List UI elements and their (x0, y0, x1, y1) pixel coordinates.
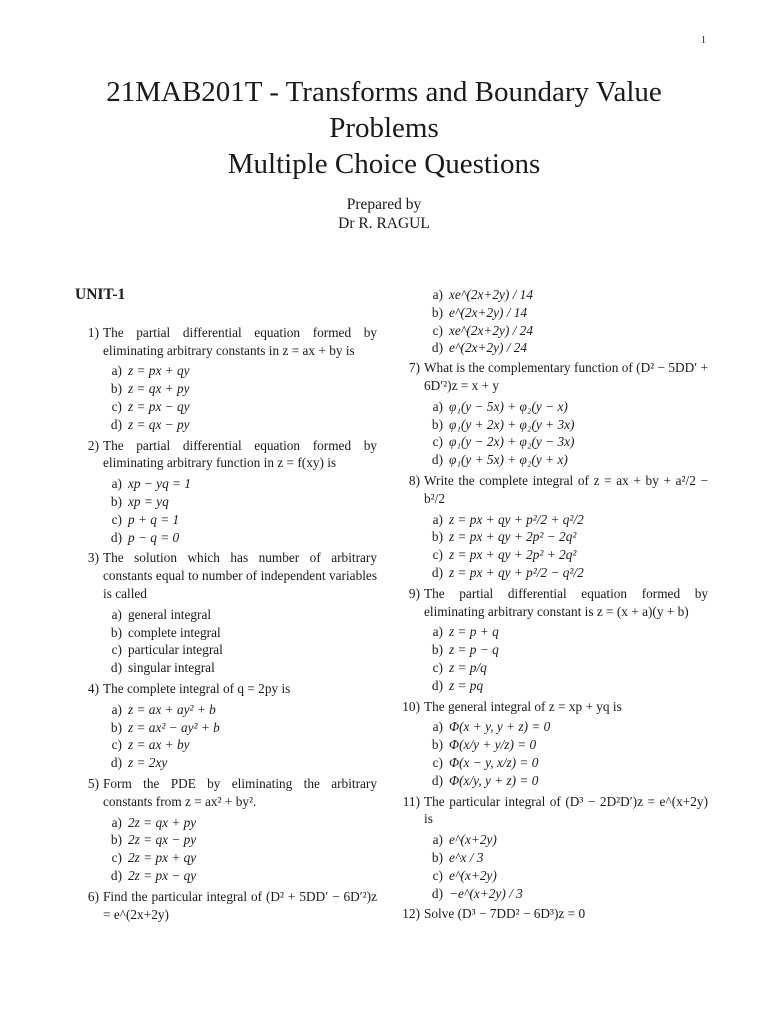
option-text: z = 2xy (128, 755, 168, 771)
answer-option (75, 701, 377, 719)
option-letter: b) (431, 737, 443, 753)
question-number: 10) (402, 698, 420, 714)
question-stem (396, 905, 708, 923)
answer-option (75, 416, 377, 434)
option-text: z = px + qy + p²/2 + q²/2 (449, 511, 584, 527)
answer-option (396, 736, 708, 754)
answer-option (75, 606, 377, 624)
answer-option (75, 849, 377, 867)
option-letter: a) (432, 511, 443, 527)
option-text: z = px + qy + 2p² − 2q² (449, 529, 577, 545)
answer-option (396, 451, 708, 469)
options-list (396, 511, 708, 582)
option-letter: b) (431, 849, 443, 865)
option-text: φ₁(y + 2x) + φ₂(y + 3x) (449, 416, 575, 432)
option-text: z = p + q (449, 624, 499, 640)
option-letter: b) (431, 304, 443, 320)
answer-option (75, 719, 377, 737)
option-letter: a) (432, 719, 443, 735)
question-text: What is the complementary function of (D² − 5DD′ + 6D′²)z = x + y (424, 360, 708, 393)
option-text: p − q = 0 (128, 529, 180, 545)
answer-option (396, 641, 708, 659)
option-letter: c) (432, 547, 443, 563)
continued-options (396, 286, 708, 357)
option-letter: c) (432, 659, 443, 675)
question-text: The partial differential equation formed by eliminating arbitrary constants in z = ax + by is (103, 324, 377, 358)
option-letter: c) (111, 511, 122, 527)
author-block (0, 195, 768, 233)
question-item (396, 905, 708, 923)
question-stem (75, 324, 377, 360)
option-letter: a) (432, 832, 443, 848)
question-list (396, 359, 708, 923)
option-letter: b) (431, 529, 443, 545)
option-letter: d) (431, 885, 443, 901)
answer-option (396, 398, 708, 416)
title-line: Multiple Choice Questions (227, 148, 541, 180)
answer-option (396, 286, 708, 304)
option-letter: b) (110, 832, 122, 848)
option-text: general integral (128, 606, 212, 622)
answer-option (396, 659, 708, 677)
unit-heading: UNIT-1 (75, 286, 126, 303)
option-letter: d) (110, 755, 122, 771)
option-letter: a) (111, 363, 122, 379)
option-letter: d) (431, 772, 443, 788)
option-letter: b) (431, 416, 443, 432)
option-letter: b) (110, 719, 122, 735)
question-number: 7) (408, 360, 420, 376)
answer-option (396, 528, 708, 546)
answer-option (75, 754, 377, 772)
answer-option (75, 831, 377, 849)
question-item (75, 324, 377, 434)
question-number: 3) (87, 550, 99, 566)
option-text: 2z = px − qy (128, 867, 197, 883)
option-text: φ₁(y + 5x) + φ₂(y + x) (449, 452, 568, 468)
option-letter: c) (432, 322, 443, 338)
option-text: z = ax + ay² + b (128, 701, 216, 717)
answer-option (75, 398, 377, 416)
option-letter: b) (110, 493, 122, 509)
answer-option (396, 772, 708, 790)
question-item (396, 585, 708, 695)
options-list (75, 606, 377, 677)
option-letter: d) (431, 452, 443, 468)
options-list (396, 398, 708, 469)
question-text: The particular integral of (D³ − 2D²D′)z = e^(x+2y) is (424, 793, 708, 827)
option-letter: a) (111, 814, 122, 830)
answer-option (75, 641, 377, 659)
option-text: z = px + qy + p²/2 − q²/2 (449, 564, 584, 580)
answer-option (396, 511, 708, 529)
answer-option (396, 718, 708, 736)
question-text: The solution which has number of arbitrary constants equal to number of independent variables is called (103, 550, 377, 601)
question-number: 9) (408, 585, 420, 601)
answer-option (75, 659, 377, 677)
answer-option (396, 867, 708, 885)
option-text: z = px + qy + 2p² + 2q² (449, 547, 577, 563)
option-text: Φ(x − y, x/z) = 0 (449, 754, 539, 770)
question-number: 5) (87, 775, 99, 791)
question-item (75, 549, 377, 677)
option-text: Φ(x/y + y/z) = 0 (449, 737, 537, 753)
option-letter: a) (111, 606, 122, 622)
question-stem (75, 680, 377, 698)
answer-option (396, 623, 708, 641)
question-text: Form the PDE by eliminating the arbitrary constants from z = ax² + by². (103, 775, 377, 809)
options-list (396, 831, 708, 902)
option-text: z = ax + by (128, 737, 190, 753)
option-text: Φ(x/y, y + z) = 0 (449, 772, 539, 788)
option-text: −e^(x+2y) / 3 (449, 885, 523, 901)
answer-option (396, 304, 708, 322)
option-text: complete integral (128, 624, 221, 640)
option-text: e^(2x+2y) / 24 (449, 340, 528, 356)
option-text: Φ(x + y, y + z) = 0 (449, 719, 551, 735)
title-line: 21MAB201T - Transforms and Boundary Value (106, 76, 662, 108)
answer-option (75, 511, 377, 529)
question-stem (396, 698, 708, 716)
option-letter: c) (432, 754, 443, 770)
option-letter: c) (111, 737, 122, 753)
page-number: 1 (701, 35, 706, 46)
option-text: φ₁(y − 5x) + φ₂(y − x) (449, 398, 568, 414)
question-item (396, 472, 708, 582)
question-number: 2) (87, 437, 99, 453)
question-stem (396, 472, 708, 508)
question-number: 6) (87, 888, 99, 904)
question-text: The general integral of z = xp + yq is (424, 698, 622, 714)
author-line: Prepared by (346, 196, 422, 213)
option-letter: d) (110, 867, 122, 883)
author-line: Dr R. RAGUL (338, 215, 430, 232)
answer-option (396, 564, 708, 582)
option-text: z = qx + py (128, 381, 190, 397)
question-item (75, 437, 377, 547)
options-list (75, 362, 377, 433)
option-text: xe^(2x+2y) / 14 (449, 287, 533, 302)
answer-option (396, 754, 708, 772)
question-text: The complete integral of q = 2py is (103, 680, 291, 696)
option-text: z = px − qy (128, 398, 190, 414)
option-text: e^x / 3 (449, 849, 484, 865)
question-item (396, 359, 708, 469)
option-text: z = ax² − ay² + b (128, 719, 220, 735)
option-text: z = qx − py (128, 416, 190, 432)
answer-option (396, 339, 708, 357)
option-letter: a) (432, 398, 443, 414)
question-text: The partial differential equation formed by eliminating arbitrary function in z = f(xy) is (103, 437, 377, 471)
option-text: z = p − q (449, 642, 499, 658)
answer-option (396, 322, 708, 340)
option-letter: d) (110, 529, 122, 545)
question-item (75, 888, 377, 924)
answer-option (396, 546, 708, 564)
answer-option (396, 433, 708, 451)
option-letter: d) (431, 340, 443, 356)
question-number: 12) (402, 906, 420, 922)
option-text: 2z = qx + py (128, 814, 197, 830)
answer-option (75, 624, 377, 642)
option-letter: b) (431, 642, 443, 658)
options-list (396, 623, 708, 694)
option-text: particular integral (128, 642, 223, 658)
option-text: p + q = 1 (128, 511, 180, 527)
answer-option (396, 416, 708, 434)
answer-option (75, 493, 377, 511)
question-item (396, 793, 708, 903)
option-letter: c) (432, 867, 443, 883)
document-title (0, 74, 768, 182)
question-item (75, 775, 377, 885)
question-list (75, 324, 377, 924)
title-line: Problems (329, 112, 439, 144)
question-stem (396, 359, 708, 395)
question-stem (75, 775, 377, 811)
option-letter: b) (110, 381, 122, 397)
option-text: 2z = px + qy (128, 850, 197, 866)
answer-option (75, 529, 377, 547)
option-letter: c) (111, 850, 122, 866)
option-text: e^(x+2y) (449, 832, 497, 848)
question-text: Solve (D³ − 7DD² − 6D³)z = 0 (424, 906, 586, 922)
answer-option (396, 831, 708, 849)
option-letter: d) (431, 564, 443, 580)
question-number: 1) (87, 324, 99, 340)
answer-option (396, 885, 708, 903)
option-letter: b) (110, 624, 122, 640)
question-stem (396, 585, 708, 621)
question-text: Find the particular integral of (D² + 5DD′ − 6D′²)z = e^(2x+2y) (103, 888, 377, 922)
answer-option (396, 849, 708, 867)
options-list (396, 718, 708, 789)
question-number: 8) (408, 472, 420, 488)
option-text: xp − yq = 1 (128, 476, 191, 492)
answer-option (396, 677, 708, 695)
option-text: φ₁(y − 2x) + φ₂(y − 3x) (449, 434, 575, 450)
option-letter: c) (111, 642, 122, 658)
answer-option (75, 814, 377, 832)
question-item (75, 680, 377, 772)
left-column (75, 286, 377, 923)
question-stem (75, 437, 377, 473)
right-column (396, 286, 708, 923)
option-text: z = px + qy (128, 363, 190, 379)
question-stem (396, 793, 708, 829)
option-letter: a) (111, 701, 122, 717)
option-text: e^(x+2y) (449, 867, 497, 883)
options-list (75, 475, 377, 546)
option-text: z = pq (449, 677, 484, 693)
question-number: 11) (402, 793, 420, 809)
option-letter: d) (110, 660, 122, 676)
answer-option (75, 362, 377, 380)
option-letter: d) (431, 677, 443, 693)
answer-option (75, 867, 377, 885)
options-list (75, 701, 377, 772)
option-letter: a) (111, 476, 122, 492)
option-letter: c) (432, 434, 443, 450)
question-text: Write the complete integral of z = ax + by + a²/2 − b²/2 (424, 472, 708, 506)
option-text: 2z = qx − py (128, 832, 197, 848)
option-text: xe^(2x+2y) / 24 (449, 322, 533, 338)
question-stem (75, 888, 377, 924)
option-text: z = p/q (449, 659, 487, 675)
answer-option (75, 736, 377, 754)
question-number: 4) (87, 680, 99, 696)
option-text: e^(2x+2y) / 14 (449, 304, 528, 320)
option-letter: c) (111, 398, 122, 414)
option-letter: a) (432, 624, 443, 640)
question-item (396, 698, 708, 790)
answer-option (75, 380, 377, 398)
options-list (75, 814, 377, 885)
question-stem (75, 549, 377, 602)
question-text: The partial differential equation formed by eliminating arbitrary constant is z = (x + a)(y + b) (424, 585, 708, 619)
option-text: singular integral (128, 660, 215, 676)
option-letter: d) (110, 416, 122, 432)
option-letter: a) (432, 287, 443, 302)
answer-option (75, 475, 377, 493)
option-text: xp = yq (128, 493, 169, 509)
